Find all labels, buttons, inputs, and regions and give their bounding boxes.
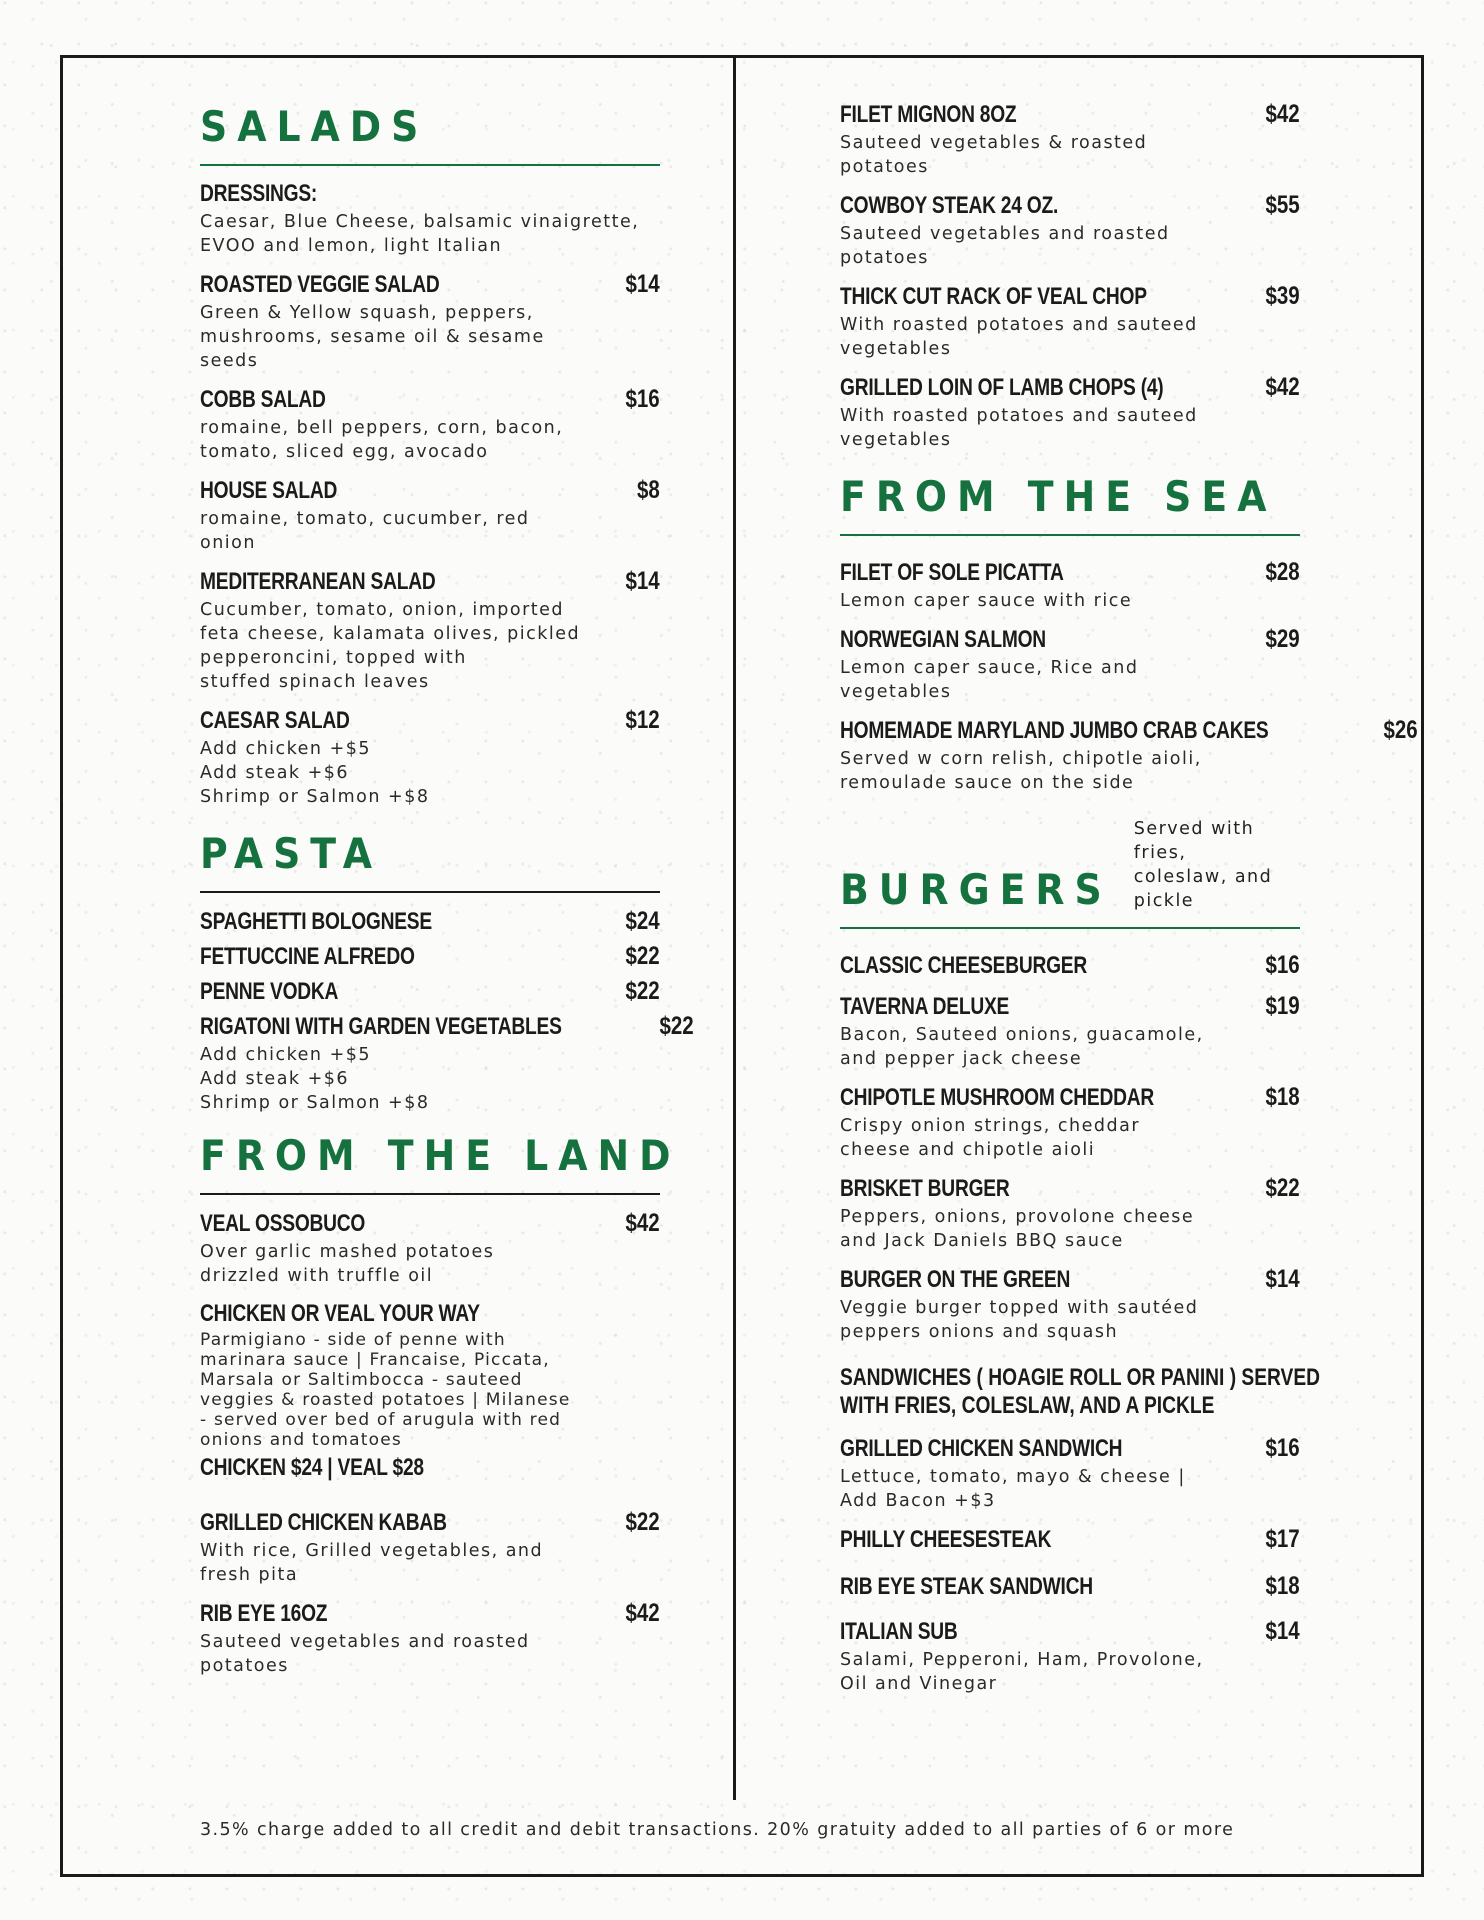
section-title-salads: SALADS	[200, 102, 429, 151]
item-price: $22	[659, 1012, 694, 1040]
item-description	[840, 1023, 1300, 1071]
menu-item	[200, 1599, 660, 1678]
desc-line: With roasted potatoes and sauteed	[840, 315, 1198, 335]
item-name: CAESAR SALAD	[200, 707, 350, 734]
desc-line: romaine, bell peppers, corn, bacon,	[200, 418, 564, 438]
item-name: CHICKEN OR VEAL YOUR WAY	[200, 1300, 480, 1327]
menu-item	[200, 1300, 660, 1482]
item-name: COBB SALAD	[200, 386, 326, 413]
item-price: $55	[1265, 191, 1300, 219]
item-price: $42	[1265, 373, 1300, 401]
menu-item	[200, 567, 660, 694]
burgers-note	[1134, 817, 1300, 913]
menu-item	[840, 558, 1300, 613]
item-price: $19	[1265, 992, 1300, 1020]
pasta-addons	[200, 1043, 660, 1115]
item-price: $18	[1265, 1572, 1300, 1600]
menu-item	[200, 1012, 694, 1115]
item-name: PHILLY CHEESESTEAK	[840, 1526, 1052, 1553]
item-name: HOUSE SALAD	[200, 477, 338, 504]
menu-item	[840, 1265, 1300, 1344]
desc-line: feta cheese, kalamata olives, pickled	[200, 624, 581, 644]
section-title-sea: FROM THE SEA	[840, 472, 1277, 521]
item-price: $39	[1265, 282, 1300, 310]
menu-item	[200, 706, 660, 809]
section-title-burgers: BURGERS	[840, 865, 1112, 914]
item-price: $16	[1265, 951, 1300, 979]
desc-line: remoulade sauce on the side	[840, 773, 1135, 793]
desc-line: Lettuce, tomato, mayo & cheese |	[840, 1467, 1186, 1487]
item-price: $14	[625, 270, 660, 298]
item-name: PENNE VODKA	[200, 978, 339, 1005]
desc-line: - served over bed of arugula with red	[200, 1410, 562, 1430]
item-name: SPAGHETTI BOLOGNESE	[200, 908, 432, 935]
item-name: ITALIAN SUB	[840, 1618, 958, 1645]
desc-line: Lemon caper sauce with rice	[840, 591, 1133, 611]
desc-line: pepperoncini, topped with	[200, 648, 467, 668]
item-name: CLASSIC CHEESEBURGER	[840, 952, 1087, 979]
item-name: MEDITERRANEAN SALAD	[200, 568, 436, 595]
item-name: THICK CUT RACK OF VEAL CHOP	[840, 283, 1147, 310]
heading-line: WITH FRIES, COLESLAW, AND A PICKLE	[840, 1392, 1215, 1419]
menu-item	[840, 373, 1300, 452]
menu-item	[840, 625, 1300, 704]
item-name: ROASTED VEGGIE SALAD	[200, 271, 440, 298]
desc-line: seeds	[200, 351, 259, 371]
item-name: RIB EYE STEAK SANDWICH	[840, 1573, 1093, 1600]
item-description	[200, 301, 660, 373]
section-rule	[200, 164, 660, 166]
desc-line: drizzled with truffle oil	[200, 1266, 434, 1286]
item-description	[200, 416, 660, 464]
item-price: $42	[625, 1599, 660, 1627]
item-price: $14	[1265, 1617, 1300, 1645]
item-description	[840, 222, 1300, 270]
desc-line: onion	[200, 533, 256, 553]
item-name: FILET MIGNON 8OZ	[840, 101, 1017, 128]
item-description	[840, 1465, 1300, 1513]
desc-line: EVOO and lemon, light Italian	[200, 236, 503, 256]
desc-line: coleslaw, and pickle	[1133, 867, 1273, 911]
menu-item	[840, 1083, 1300, 1162]
item-name: COWBOY STEAK 24 OZ.	[840, 192, 1059, 219]
desc-line: Veggie burger topped with sautéed	[840, 1298, 1199, 1318]
menu-item	[200, 1508, 660, 1587]
item-price: $28	[1265, 558, 1300, 586]
item-description	[840, 1114, 1300, 1162]
desc-line: Shrimp or Salmon +$8	[200, 1093, 430, 1113]
heading-line: SANDWICHES ( HOAGIE ROLL OR PANINI ) SERVED	[840, 1364, 1321, 1391]
section-rule	[200, 891, 660, 893]
desc-line: Marsala or Saltimbocca - sauteed	[200, 1370, 523, 1390]
desc-line: Bacon, Sauteed onions, guacamole,	[840, 1025, 1204, 1045]
desc-line: Add chicken +$5	[200, 739, 372, 759]
desc-line: Sauteed vegetables and roasted	[200, 1632, 530, 1652]
item-description	[200, 507, 660, 555]
item-description	[200, 737, 660, 809]
desc-line: veggies & roasted potatoes | Milanese	[200, 1390, 571, 1410]
item-name: RIB EYE 16OZ	[200, 1600, 328, 1627]
desc-line: vegetables	[840, 682, 952, 702]
item-description	[200, 1240, 660, 1288]
section-title-land: FROM THE LAND	[200, 1131, 681, 1180]
desc-line: Add Bacon +$3	[840, 1491, 996, 1511]
item-name: BURGER ON THE GREEN	[840, 1266, 1071, 1293]
menu-item	[840, 1617, 1300, 1696]
menu-item	[200, 385, 660, 464]
menu-item	[840, 992, 1300, 1071]
item-description	[840, 589, 1300, 613]
menu-item	[840, 282, 1300, 361]
item-name: CHIPOTLE MUSHROOM CHEDDAR	[840, 1084, 1154, 1111]
desc-line: peppers onions and squash	[840, 1322, 1119, 1342]
menu-item	[840, 100, 1300, 179]
menu-item	[200, 907, 660, 936]
item-description	[200, 1630, 660, 1678]
desc-line: With rice, Grilled vegetables, and	[200, 1541, 544, 1561]
item-price: $22	[625, 977, 660, 1005]
item-price: $12	[625, 706, 660, 734]
desc-line: Add steak +$6	[200, 763, 350, 783]
item-description	[840, 404, 1300, 452]
footnote: 3.5% charge added to all credit and debit transactions. 20% gratuity added to all parties of 6 or more	[200, 1820, 1235, 1840]
desc-line: Peppers, onions, provolone cheese	[840, 1207, 1195, 1227]
item-price: $16	[1265, 1434, 1300, 1462]
desc-line: potatoes	[840, 157, 929, 177]
desc-line: mushrooms, sesame oil & sesame	[200, 327, 545, 347]
item-price: $29	[1265, 625, 1300, 653]
desc-line: cheese and chipotle aioli	[840, 1140, 1096, 1160]
item-description	[200, 1330, 660, 1450]
desc-line: Served w corn relish, chipotle aioli,	[840, 749, 1202, 769]
item-name: BRISKET BURGER	[840, 1175, 1010, 1202]
item-price: $22	[1265, 1174, 1300, 1202]
desc-line: Parmigiano - side of penne with	[200, 1330, 506, 1350]
desc-line: potatoes	[200, 1656, 289, 1676]
sandwiches-heading	[840, 1364, 1321, 1420]
item-price: $16	[625, 385, 660, 413]
item-price: $14	[1265, 1265, 1300, 1293]
pasta-list	[200, 907, 694, 1115]
desc-line: Lemon caper sauce, Rice and	[840, 658, 1139, 678]
item-description	[840, 747, 1300, 795]
menu-item	[200, 942, 660, 971]
menu-item	[200, 270, 660, 373]
section-rule	[840, 534, 1300, 536]
desc-line: Over garlic mashed potatoes	[200, 1242, 495, 1262]
item-name: FILET OF SOLE PICATTA	[840, 559, 1064, 586]
item-price: $42	[625, 1209, 660, 1237]
desc-line: Green & Yellow squash, peppers,	[200, 303, 534, 323]
menu-item	[200, 977, 660, 1006]
desc-line: potatoes	[840, 248, 929, 268]
item-price: $22	[625, 1508, 660, 1536]
menu-item	[840, 1572, 1300, 1601]
desc-line: Salami, Pepperoni, Ham, Provolone,	[840, 1650, 1204, 1670]
desc-line: stuffed spinach leaves	[200, 672, 430, 692]
item-description	[200, 1539, 660, 1587]
left-column	[200, 100, 694, 1690]
right-column	[840, 100, 1418, 1708]
item-name: GRILLED CHICKEN SANDWICH	[840, 1435, 1123, 1462]
desc-line: marinara sauce | Francaise, Piccata,	[200, 1350, 550, 1370]
menu-item	[840, 1174, 1300, 1253]
desc-line: vegetables	[840, 339, 952, 359]
desc-line: and Jack Daniels BBQ sauce	[840, 1231, 1124, 1251]
desc-line: tomato, sliced egg, avocado	[200, 442, 489, 462]
item-name: TAVERNA DELUXE	[840, 993, 1010, 1020]
dressings-list	[200, 210, 660, 258]
item-price: $17	[1265, 1525, 1300, 1553]
menu-item	[840, 716, 1418, 795]
menu-item	[840, 951, 1300, 980]
menu-item	[200, 1209, 660, 1288]
item-description	[840, 1205, 1300, 1253]
section-rule	[840, 927, 1300, 929]
desc-line: Served with fries,	[1133, 819, 1255, 863]
dressings-block	[200, 180, 660, 258]
item-name: RIGATONI WITH GARDEN VEGETABLES	[200, 1013, 562, 1040]
menu-item	[840, 1434, 1300, 1513]
item-price-line: CHICKEN $24 | VEAL $28	[200, 1454, 424, 1481]
desc-line: vegetables	[840, 430, 952, 450]
section-rule	[200, 1193, 660, 1195]
dressings-label: DRESSINGS:	[200, 180, 318, 207]
item-description	[840, 131, 1300, 179]
item-name: GRILLED LOIN OF LAMB CHOPS (4)	[840, 374, 1164, 401]
column-divider	[733, 55, 736, 1800]
item-description	[200, 598, 660, 694]
item-name: NORWEGIAN SALMON	[840, 626, 1046, 653]
desc-line: Sauteed vegetables & roasted	[840, 133, 1148, 153]
menu-item	[840, 1525, 1300, 1554]
desc-line: Add chicken +$5	[200, 1045, 372, 1065]
item-price: $22	[625, 942, 660, 970]
desc-line: romaine, tomato, cucumber, red	[200, 509, 530, 529]
item-description	[840, 1296, 1300, 1344]
item-price: $24	[625, 907, 660, 935]
desc-line: Oil and Vinegar	[840, 1674, 998, 1694]
section-title-pasta: PASTA	[200, 829, 383, 878]
desc-line: Caesar, Blue Cheese, balsamic vinaigrette,	[200, 212, 640, 232]
item-description	[840, 656, 1300, 704]
item-price: $14	[625, 567, 660, 595]
menu-item	[200, 476, 660, 555]
item-price: $8	[637, 476, 660, 504]
desc-line: Crispy onion strings, cheddar	[840, 1116, 1141, 1136]
desc-line: With roasted potatoes and sauteed	[840, 406, 1198, 426]
item-name: FETTUCCINE ALFREDO	[200, 943, 415, 970]
item-name: GRILLED CHICKEN KABAB	[200, 1509, 447, 1536]
item-name: HOMEMADE MARYLAND JUMBO CRAB CAKES	[840, 717, 1269, 744]
item-price: $26	[1383, 716, 1418, 744]
desc-line: Shrimp or Salmon +$8	[200, 787, 430, 807]
item-description	[840, 1648, 1300, 1696]
desc-line: Cucumber, tomato, onion, imported	[200, 600, 565, 620]
item-price: $42	[1265, 100, 1300, 128]
desc-line: Add steak +$6	[200, 1069, 350, 1089]
desc-line: Sauteed vegetables and roasted	[840, 224, 1170, 244]
item-price: $18	[1265, 1083, 1300, 1111]
burgers-header	[840, 817, 1300, 917]
desc-line: onions and tomatoes	[200, 1430, 402, 1450]
menu-item	[840, 191, 1300, 270]
desc-line: and pepper jack cheese	[840, 1049, 1083, 1069]
item-name: VEAL OSSOBUCO	[200, 1210, 366, 1237]
item-description	[840, 313, 1300, 361]
desc-line: fresh pita	[200, 1565, 299, 1585]
